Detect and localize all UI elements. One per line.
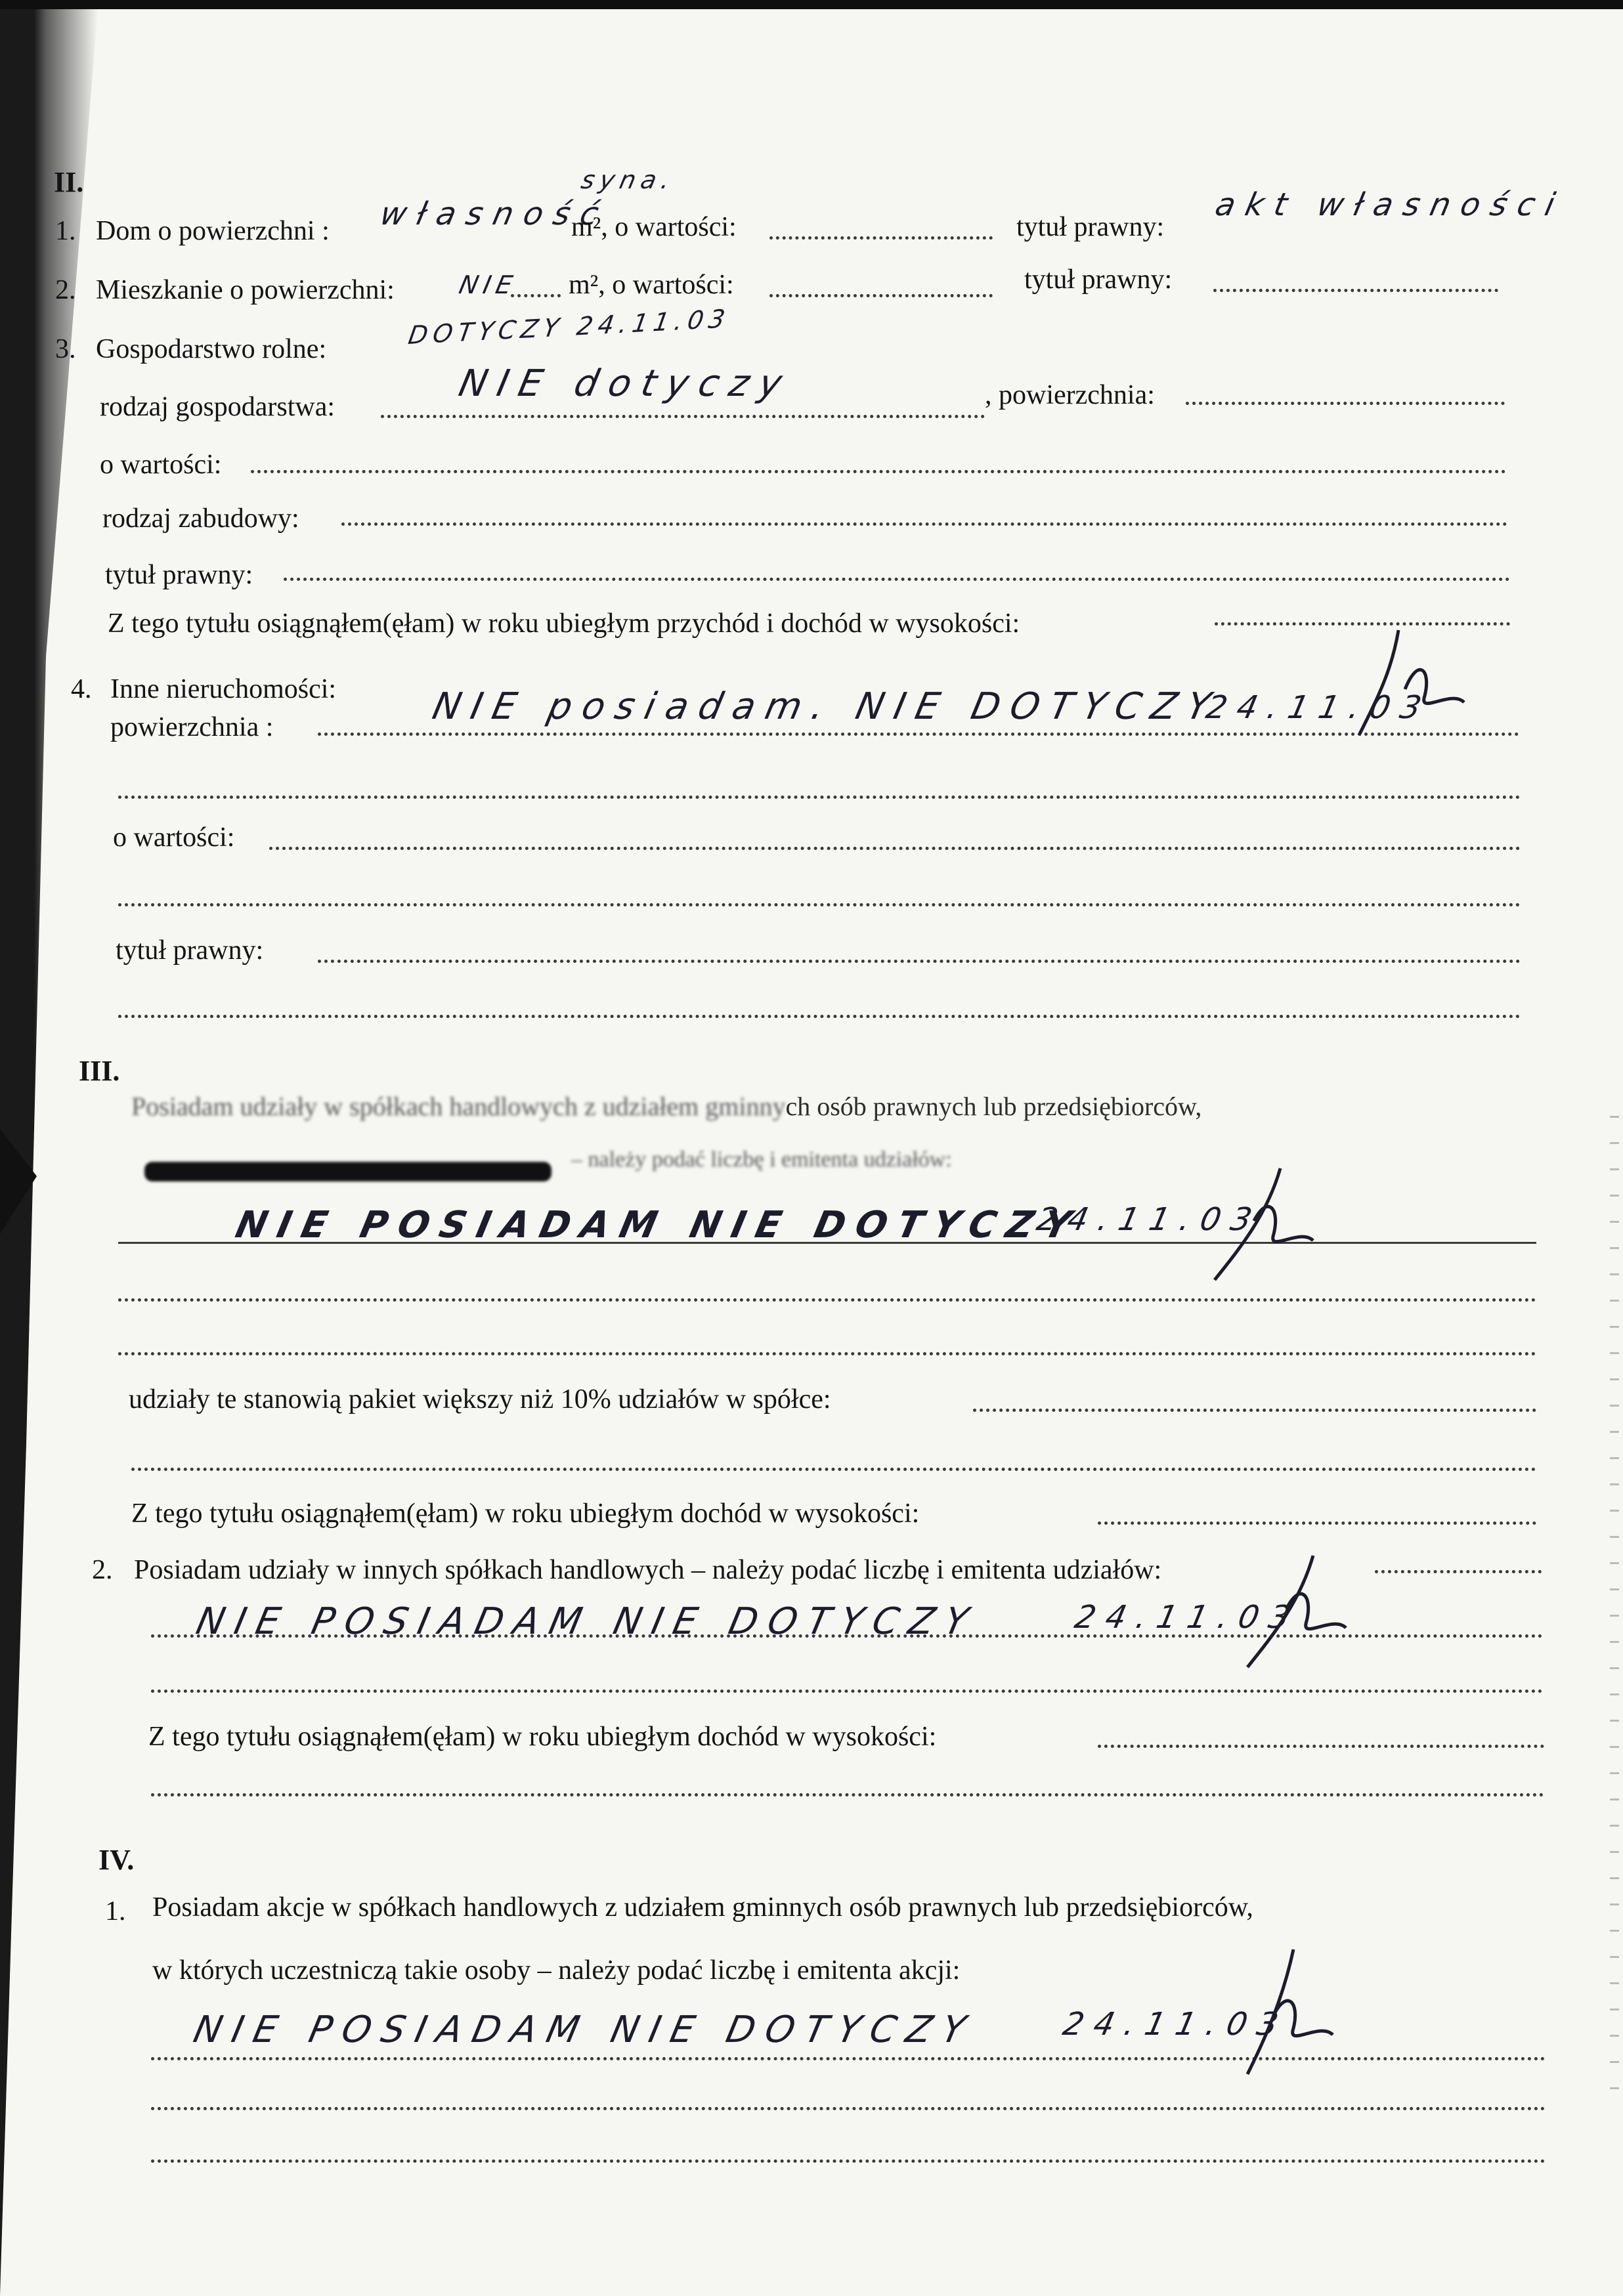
section-3-item-2-line[interactable] bbox=[1375, 1570, 1542, 1573]
item-2-1-area-note: syna. bbox=[578, 165, 678, 194]
item-2-3-value-label: o wartości: bbox=[100, 450, 222, 480]
signature-2-4 bbox=[1352, 617, 1471, 752]
item-2-1-unit: m², o wartości: bbox=[571, 212, 737, 242]
section-3-income-label-2: Z tego tytułu osiągnąłem(ęłam) w roku ubiegłym dochód w wysokości: bbox=[148, 1722, 937, 1752]
section-3-packet-line[interactable] bbox=[973, 1409, 1536, 1412]
section-3-answer-line-3[interactable] bbox=[118, 1352, 1536, 1355]
item-2-4-date: 24.11.03 bbox=[1203, 689, 1435, 726]
section-3-item-2-number: 2. bbox=[92, 1555, 113, 1585]
redaction-mark bbox=[144, 1162, 552, 1181]
item-2-3-buildings-label: rodzaj zabudowy: bbox=[102, 503, 299, 534]
section-3-item-2-label: Posiadam udziały w innych spółkach handlowych – należy podać liczbę i emitenta udziałów: bbox=[134, 1555, 1162, 1585]
item-2-3-type-line[interactable] bbox=[381, 415, 985, 418]
item-2-4-title-line[interactable] bbox=[318, 960, 1521, 963]
section-4-answer: NIE POSIADAM NIE DOTYCZY bbox=[190, 2009, 980, 2051]
section-3-answer-1: NIE POSIADAM NIE DOTYCZY bbox=[232, 1204, 1086, 1246]
item-2-3-type-value: NIE dotyczy bbox=[455, 362, 796, 405]
item-2-3-value-line[interactable] bbox=[251, 470, 1506, 473]
section-4-heading: IV. bbox=[98, 1844, 135, 1876]
section-3-date-2: 24.11.03 bbox=[1071, 1599, 1304, 1636]
item-2-3-label: Gospodarstwo rolne: bbox=[96, 334, 327, 364]
section-3-packet-line-2[interactable] bbox=[131, 1468, 1536, 1471]
section-3-item-1-smeared: – należy podać liczbę i emitenta udziałów: bbox=[571, 1147, 952, 1172]
section-3-answer-2-line-2[interactable] bbox=[151, 1690, 1543, 1693]
item-2-1-label: Dom o powierzchni : bbox=[96, 216, 330, 246]
item-2-4-area-label: powierzchnia : bbox=[110, 712, 274, 742]
item-2-2-value-line[interactable] bbox=[769, 294, 993, 297]
item-2-1-value-line[interactable] bbox=[769, 236, 993, 240]
section-4-item-1-line-1: Posiadam akcje w spółkach handlowych z udziałem gminnych osób prawnych lub przedsiębiorców, bbox=[152, 1892, 1253, 1923]
item-2-3-number: 3. bbox=[55, 334, 76, 364]
section-3-date-1: 24.11.03 bbox=[1033, 1201, 1266, 1238]
item-2-2-area-value: NIE bbox=[456, 270, 521, 299]
item-2-4-title-line-2[interactable] bbox=[118, 1015, 1521, 1018]
item-2-2-label: Mieszkanie o powierzchni: bbox=[96, 275, 395, 305]
section-4-item-1-line-2: w których uczestniczą takie osoby – należy podać liczbę i emitenta akcji: bbox=[152, 1955, 961, 1986]
section-3-income-line-2[interactable] bbox=[1098, 1745, 1544, 1748]
item-2-2-area-line[interactable] bbox=[511, 294, 561, 297]
item-2-3-title-line[interactable] bbox=[284, 578, 1510, 581]
item-2-3-area-label: , powierzchnia: bbox=[985, 380, 1155, 410]
section-3-packet-label: udziały te stanowią pakiet większy niż 10% udziałów w spółce: bbox=[129, 1384, 831, 1414]
item-2-4-number: 4. bbox=[71, 674, 92, 704]
section-3-answer-2: NIE POSIADAM NIE DOTYCZY bbox=[192, 1600, 983, 1643]
item-2-1-area-value: własność bbox=[377, 196, 613, 232]
item-2-4-extra-line[interactable] bbox=[118, 796, 1521, 799]
scan-top-edge bbox=[0, 0, 1623, 9]
item-2-1-title-label: tytuł prawny: bbox=[1016, 212, 1165, 242]
section-4-item-1-number: 1. bbox=[105, 1896, 126, 1926]
item-2-2-note: DOTYCZY 24.11.03 bbox=[406, 303, 733, 351]
signature-4-1 bbox=[1221, 1943, 1339, 2091]
item-2-4-area-line[interactable] bbox=[318, 733, 1519, 736]
item-2-4-value-line[interactable] bbox=[269, 847, 1521, 850]
item-2-3-type-label: rodzaj gospodarstwa: bbox=[100, 392, 335, 422]
signature-3-1 bbox=[1201, 1162, 1320, 1296]
section-3-income-line-2b[interactable] bbox=[151, 1793, 1544, 1796]
item-2-2-title-line[interactable] bbox=[1213, 289, 1498, 292]
item-2-4-title-label: tytuł prawny: bbox=[116, 935, 264, 966]
item-2-2-unit: m², o wartości: bbox=[569, 270, 734, 300]
section-4-date: 24.11.03 bbox=[1060, 2006, 1292, 2043]
section-3-income-line-1[interactable] bbox=[1098, 1521, 1536, 1525]
item-2-4-label: Inne nieruchomości: bbox=[110, 674, 337, 704]
item-2-1-number: 1. bbox=[55, 216, 76, 246]
section-4-answer-line-2[interactable] bbox=[151, 2107, 1546, 2110]
section-3-heading: III. bbox=[79, 1055, 120, 1087]
item-2-3-buildings-line[interactable] bbox=[341, 522, 1507, 526]
section-3-income-label-1: Z tego tytułu osiągnąłem(ęłam) w roku ubiegłym dochód w wysokości: bbox=[131, 1499, 920, 1529]
item-2-3-title-label: tytuł prawny: bbox=[105, 560, 253, 590]
item-2-3-income-label: Z tego tytułu osiągnąłem(ęłam) w roku ubiegłym przychód i dochód w wysokości: bbox=[108, 608, 1020, 639]
item-2-4-value-label: o wartości: bbox=[113, 822, 235, 853]
signature-3-2 bbox=[1234, 1549, 1352, 1684]
section-4-answer-line-3[interactable] bbox=[151, 2159, 1546, 2163]
item-2-4-answer: NIE posiadam. NIE DOTYCZY bbox=[429, 685, 1225, 728]
item-2-3-area-line[interactable] bbox=[1186, 402, 1505, 405]
item-2-2-number: 2. bbox=[55, 275, 76, 305]
section-2-heading: II. bbox=[54, 166, 84, 198]
scan-right-edge-specks bbox=[1610, 1116, 1619, 2100]
item-2-4-value-line-2[interactable] bbox=[118, 903, 1521, 906]
section-3-answer-line-2[interactable] bbox=[118, 1298, 1536, 1302]
item-2-1-title-value: akt własności bbox=[1212, 186, 1569, 223]
section-3-item-1-text: Posiadam udziały w spółkach handlowych z udziałem gminnych osób prawnych lub przedsiębiorców, bbox=[131, 1092, 1202, 1121]
item-2-2-title-label: tytuł prawny: bbox=[1024, 265, 1173, 295]
